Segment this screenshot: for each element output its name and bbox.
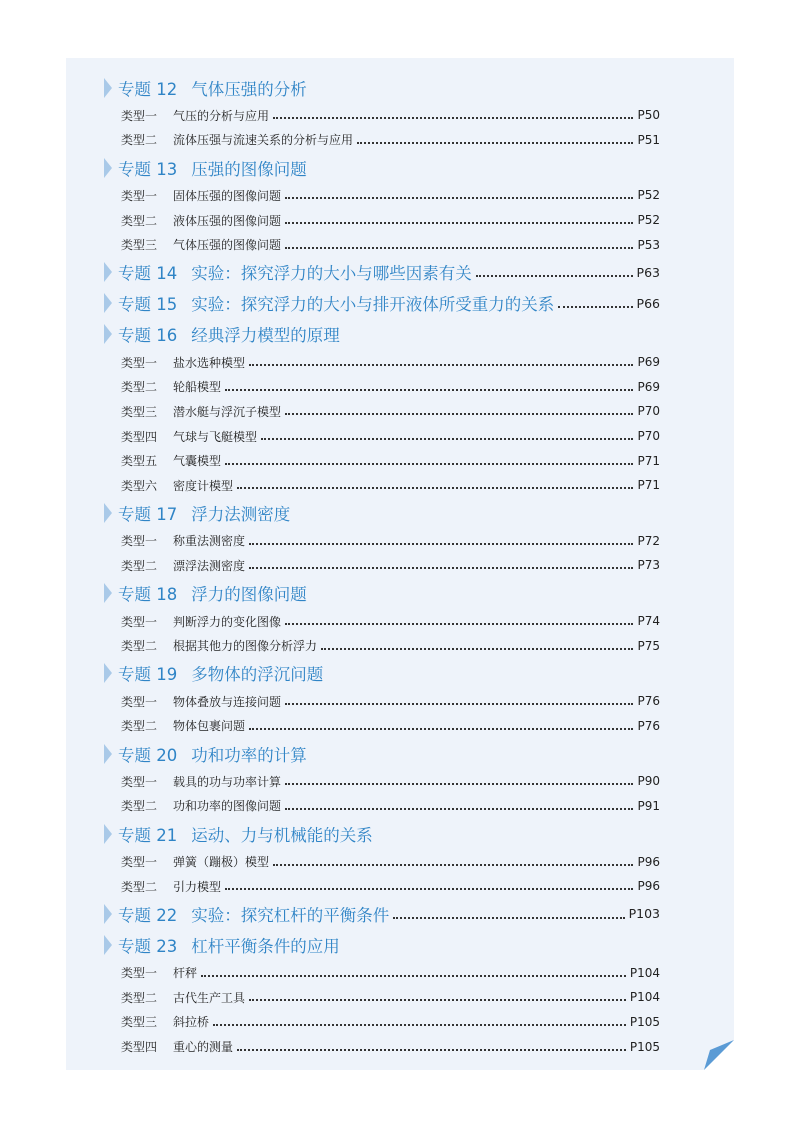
leader-dots [249, 543, 633, 545]
type-label: 类型二 [121, 380, 158, 395]
page-number: P76 [637, 694, 660, 709]
page-number: P76 [637, 718, 660, 733]
type-entry[interactable] [104, 473, 660, 498]
topic-title: 运动、力与机械能的关系 [191, 825, 373, 845]
leader-dots [357, 142, 633, 144]
topic-marker-icon [104, 293, 112, 313]
topic-heading[interactable] [104, 578, 660, 609]
type-entry[interactable] [104, 232, 660, 257]
type-label: 类型三 [121, 1015, 158, 1030]
type-label: 类型四 [121, 1040, 158, 1055]
leader-dots [285, 808, 633, 810]
type-entry[interactable] [104, 769, 660, 794]
topic-number: 专题 12 [118, 79, 178, 99]
page-number: P51 [637, 132, 660, 147]
type-entry[interactable] [104, 399, 660, 424]
topic-marker-icon [104, 824, 112, 844]
type-entry[interactable] [104, 424, 660, 449]
page-number: P91 [637, 798, 660, 813]
leader-dots [249, 567, 633, 569]
page-number: P104 [629, 965, 660, 980]
type-name: 弹簧（蹦极）模型 [173, 855, 270, 870]
type-name: 载具的功与功率计算 [173, 774, 282, 789]
topic-number: 专题 15 [118, 295, 178, 315]
type-name: 杆秤 [173, 966, 198, 981]
topic-heading[interactable] [104, 898, 660, 929]
leader-dots [201, 975, 626, 977]
type-label: 类型三 [121, 404, 158, 419]
type-label: 类型一 [121, 355, 158, 370]
topic-title: 实验：探究浮力的大小与哪些因素有关 [191, 264, 472, 284]
type-entry[interactable] [104, 985, 660, 1010]
leader-dots [285, 222, 633, 224]
type-entry[interactable] [104, 874, 660, 899]
topic-marker-icon [104, 935, 112, 955]
page-number: P53 [637, 237, 660, 252]
type-entry[interactable] [104, 350, 660, 375]
topic-heading[interactable] [104, 818, 660, 849]
type-label: 类型二 [121, 879, 158, 894]
leader-dots [249, 999, 626, 1001]
type-label: 类型三 [121, 238, 158, 253]
type-name: 气体压强的图像问题 [173, 238, 282, 253]
page-number: P74 [637, 614, 660, 629]
type-label: 类型一 [121, 534, 158, 549]
type-entry[interactable] [104, 794, 660, 819]
topic-heading[interactable] [104, 152, 660, 183]
type-name: 物体包裹问题 [173, 719, 246, 734]
leader-dots [225, 463, 633, 465]
type-label: 类型一 [121, 966, 158, 981]
topic-number: 专题 17 [118, 505, 178, 525]
page-number: P105 [629, 1014, 660, 1029]
type-label: 类型二 [121, 639, 158, 654]
topic-title: 浮力的图像问题 [191, 585, 307, 605]
type-label: 类型一 [121, 108, 158, 123]
topic-title: 实验：探究杠杆的平衡条件 [191, 905, 390, 925]
type-name: 漂浮法测密度 [173, 558, 246, 573]
type-name: 斜拉桥 [173, 1015, 210, 1030]
leader-dots [273, 117, 633, 119]
topic-marker-icon [104, 583, 112, 603]
topic-number: 专题 20 [118, 745, 178, 765]
topic-marker-icon [104, 324, 112, 344]
topic-number: 专题 23 [118, 936, 178, 956]
topic-heading[interactable] [104, 257, 660, 288]
topic-marker-icon [104, 158, 112, 178]
topic-title: 多物体的浮沉问题 [191, 665, 324, 685]
type-label: 类型二 [121, 213, 158, 228]
type-entry[interactable] [104, 714, 660, 739]
topic-heading[interactable] [104, 738, 660, 769]
type-name: 气球与飞艇模型 [173, 429, 258, 444]
type-name: 液体压强的图像问题 [173, 213, 282, 228]
topic-number: 专题 19 [118, 665, 178, 685]
type-entry[interactable] [104, 689, 660, 714]
topic-number: 专题 22 [118, 905, 178, 925]
type-name: 气压的分析与应用 [173, 108, 270, 123]
type-name: 重心的测量 [173, 1040, 234, 1055]
page-number: P90 [637, 774, 660, 789]
topic-title: 浮力法测密度 [191, 505, 291, 525]
topic-marker-icon [104, 744, 112, 764]
topic-number: 专题 18 [118, 585, 178, 605]
topic-heading[interactable] [104, 319, 660, 350]
topic-number: 专题 16 [118, 326, 178, 346]
type-label: 类型二 [121, 990, 158, 1005]
type-name: 引力模型 [173, 879, 222, 894]
type-entry[interactable] [104, 849, 660, 874]
type-label: 类型一 [121, 614, 158, 629]
type-entry[interactable] [104, 208, 660, 233]
page-number: P71 [637, 478, 660, 493]
type-label: 类型二 [121, 133, 158, 148]
leader-dots [225, 888, 633, 890]
type-label: 类型六 [121, 478, 158, 493]
leader-dots [285, 623, 633, 625]
type-name: 物体叠放与连接问题 [173, 694, 282, 709]
type-name: 称重法测密度 [173, 534, 246, 549]
page-number: P63 [636, 264, 660, 280]
topic-title: 功和功率的计算 [191, 745, 307, 765]
type-entry[interactable] [104, 128, 660, 153]
type-label: 类型一 [121, 855, 158, 870]
type-entry[interactable] [104, 609, 660, 634]
topic-heading[interactable] [104, 929, 660, 960]
type-name: 轮船模型 [173, 380, 222, 395]
type-entry[interactable] [104, 553, 660, 578]
table-of-contents [104, 72, 660, 1059]
type-name: 盐水选种模型 [173, 355, 246, 370]
leader-dots [237, 1049, 626, 1051]
page-number: P66 [636, 295, 660, 311]
page-number: P52 [637, 188, 660, 203]
type-entry[interactable] [104, 103, 660, 128]
type-entry[interactable] [104, 1010, 660, 1035]
type-entry[interactable] [104, 183, 660, 208]
topic-heading[interactable] [104, 288, 660, 319]
page-number: P96 [637, 879, 660, 894]
page-number: P72 [637, 533, 660, 548]
type-name: 气囊模型 [173, 454, 222, 469]
leader-dots [273, 864, 633, 866]
leader-dots [261, 438, 633, 440]
topic-marker-icon [104, 663, 112, 683]
topic-title: 实验：探究浮力的大小与排开液体所受重力的关系 [191, 295, 555, 315]
page-number: P75 [637, 638, 660, 653]
type-name: 功和功率的图像问题 [173, 799, 282, 814]
type-label: 类型二 [121, 558, 158, 573]
page-curl-corner [704, 1040, 734, 1070]
leader-dots [321, 648, 633, 650]
topic-marker-icon [104, 78, 112, 98]
page-number: P69 [637, 355, 660, 370]
topic-title: 压强的图像问题 [191, 159, 307, 179]
leader-dots [285, 413, 633, 415]
topic-marker-icon [104, 262, 112, 282]
topic-number: 专题 21 [118, 825, 178, 845]
type-name: 根据其他力的图像分析浮力 [173, 639, 318, 654]
leader-dots [225, 389, 633, 391]
type-name: 流体压强与流速关系的分析与应用 [173, 133, 354, 148]
type-name: 古代生产工具 [173, 990, 246, 1005]
type-label: 类型一 [121, 774, 158, 789]
topic-number: 专题 13 [118, 159, 178, 179]
topic-number: 专题 14 [118, 264, 178, 284]
leader-dots [285, 247, 633, 249]
type-label: 类型五 [121, 454, 158, 469]
leader-dots [476, 275, 633, 277]
page-number: P70 [637, 429, 660, 444]
type-name: 潜水艇与浮沉子模型 [173, 404, 282, 419]
leader-dots [249, 728, 633, 730]
type-label: 类型四 [121, 429, 158, 444]
page-number: P104 [629, 990, 660, 1005]
page-number: P73 [637, 558, 660, 573]
topic-marker-icon [104, 904, 112, 924]
page-number: P50 [637, 108, 660, 123]
type-entry[interactable] [104, 529, 660, 554]
leader-dots [237, 487, 633, 489]
topic-heading[interactable] [104, 72, 660, 103]
topic-title: 气体压强的分析 [191, 79, 307, 99]
type-entry[interactable] [104, 960, 660, 985]
leader-dots [285, 703, 633, 705]
leader-dots [213, 1024, 626, 1026]
page-number: P70 [637, 404, 660, 419]
type-entry[interactable] [104, 375, 660, 400]
type-label: 类型一 [121, 188, 158, 203]
leader-dots [249, 364, 633, 366]
type-entry[interactable] [104, 1034, 660, 1059]
leader-dots [285, 197, 633, 199]
page-number: P105 [629, 1039, 660, 1054]
type-name: 密度计模型 [173, 478, 234, 493]
type-label: 类型一 [121, 694, 158, 709]
page-number: P103 [628, 906, 660, 922]
type-entry[interactable] [104, 633, 660, 658]
type-label: 类型二 [121, 799, 158, 814]
type-label: 类型二 [121, 719, 158, 734]
topic-heading[interactable] [104, 498, 660, 529]
page-number: P96 [637, 854, 660, 869]
leader-dots [558, 306, 632, 308]
type-name: 固体压强的图像问题 [173, 188, 282, 203]
page-number: P52 [637, 213, 660, 228]
page-number: P71 [637, 453, 660, 468]
type-name: 判断浮力的变化图像 [173, 614, 282, 629]
topic-title: 杠杆平衡条件的应用 [191, 936, 340, 956]
leader-dots [393, 917, 624, 919]
topic-title: 经典浮力模型的原理 [191, 326, 340, 346]
topic-marker-icon [104, 503, 112, 523]
topic-heading[interactable] [104, 658, 660, 689]
type-entry[interactable] [104, 448, 660, 473]
page-number: P69 [637, 379, 660, 394]
leader-dots [285, 783, 633, 785]
